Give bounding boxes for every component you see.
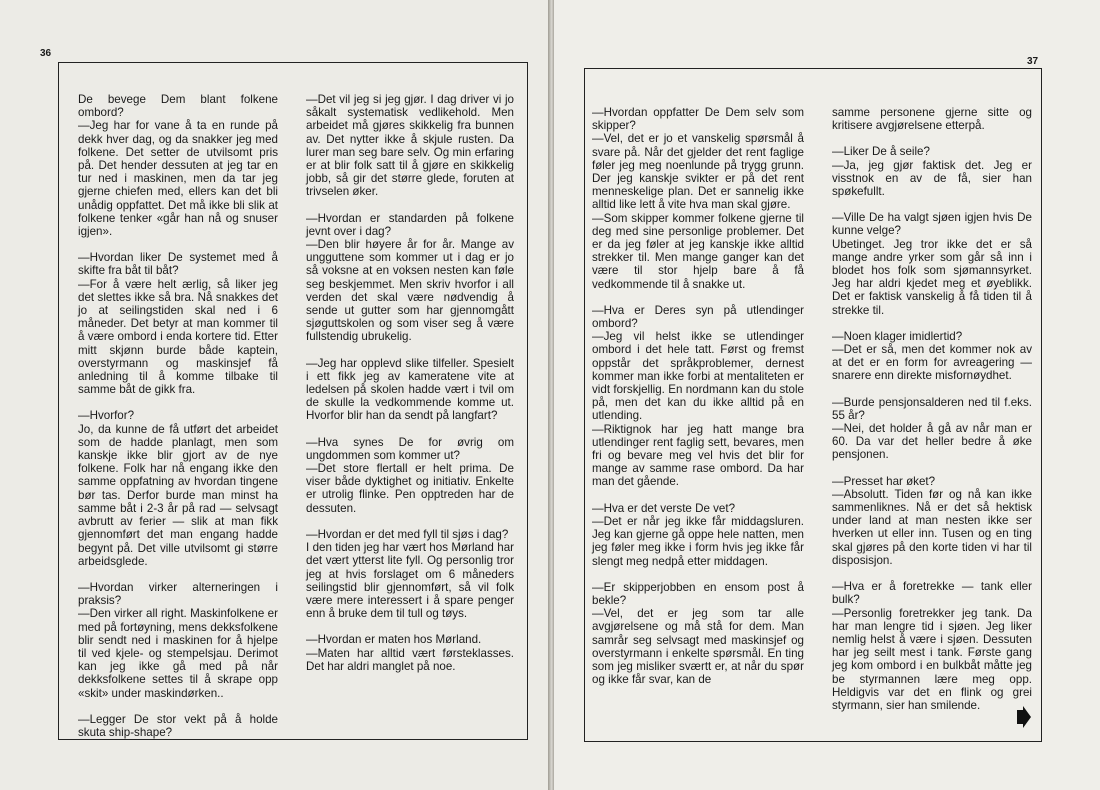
paragraph: —Vel, det er jeg som tar alle avgjørelsene og må stå for dem. Man samrår seg selvsagt med maskinsjef og overstyrmann i enkelte spørsmål. En ting som jeg misliker sværtt er, at når du spør og ikke får svar, kan de (592, 607, 804, 687)
paragraph: —Hvordan er maten hos Mørland. (306, 633, 482, 647)
paragraph: Ubetinget. Jeg tror ikke det er så mange andre yrker som går så inn i blodet hos folk som sjømannsyrket. Jeg har aldri kjedet meg et øyeblikk. Det er faktisk vanskelig å få tiden til å strekke til. (832, 237, 1032, 317)
left-page-column-1 (78, 93, 278, 739)
paragraph: —Jeg vil helst ikke se utlendinger ombord i det hele tatt. Først og fremst oppstår det språkproblemer, dernest kommer man ikke forbi at mentaliteten er vidt forskjellig. En nordmann kan du stole på, men det kan du ikke alltid på en utlending. (592, 330, 804, 423)
paragraph: —Det vil jeg si jeg gjør. I dag driver vi jo såkalt systematisk vedlikehold. Men arbeidet må gjøres skikkelig fra bunnen av. Det nytter ikke å skjule rusten. Da lurer man seg bare selv. Og min erfaring er at blir folk satt til å gjøre en skikkelig jobb, så gir det større glede, foruten at trivselen øker. (306, 93, 514, 199)
paragraph: —Legger De stor vekt på å holde skuta ship-shape? (78, 712, 278, 739)
paragraph: Jo, da kunne de få utført det arbeidet som de hadde planlagt, men som kanskje ikke blir gjort av de nye folkene. Folk har nå engang ikke den samme oppfatning av hvordan tingene bør tas. Derfor burde man minst ha samme båt i 2-3 år på rad — selvsagt avbrutt av ferier — slik at man fikk gjennomført det man engang hadde begynt på. Det ville utvilsomt gi større arbeidsglede. (78, 422, 278, 568)
paragraph: —Presset har øket? (832, 474, 936, 488)
paragraph: —Burde pensjonsalderen ned til f.eks. 55 år? (832, 395, 1032, 422)
paragraph: —Det store flertall er helt prima. De viser både dyktighet og initiativ. Enkelte er utrolig flinke. Pen opptreden har de dessuten. (306, 462, 514, 515)
paragraph: —Den virker all right. Maskinfolkene er med på fortøyning, mens dekksfolkene blir sendt ned i maskinen for å hjelpe til ved kjele- og stempelsjau. Derimot kan jeg ikke gå med på når dekksfolkene settes til å skrape opp «skit» under maskindørken.. (78, 607, 278, 700)
page-number-left: 36 (40, 48, 52, 59)
left-page-column-2 (306, 93, 514, 673)
paragraph: —Hvordan virker alterneringen i praksis? (78, 580, 278, 608)
paragraph: —Det er når jeg ikke får middagsluren. Jeg kan gjerne gå oppe hele natten, men jeg føler meg ikke i form hvis jeg ikke får slengt meg nedpå etter middagen. (592, 514, 804, 568)
paragraph: —Som skipper kommer folkene gjerne til deg med sine personlige problemer. Det er da jeg føler at jeg kanskje ikke alltid strekker til. Men mange ganger kan det være til stor hjelp bare å få vedkommende til å snakke ut. (592, 211, 804, 291)
paragraph: —Personlig foretrekker jeg tank. Da har man lengre tid i sjøen. Jeg liker nemlig helst å være i sjøen. Dessuten har jeg seilt mest i tank. Første gang jeg kom ombord i en bulkbåt måtte jeg be styrmannen lære meg opp. Heldigvis var det en flink og grei styrmann, sier han smilende. (832, 606, 1032, 712)
paragraph: —Er skipperjobben en ensom post å bekle? (592, 580, 804, 607)
paragraph: I den tiden jeg har vært hos Mørland har det vært ytterst lite fyll. Og personlig tror jeg at hvis forslaget om 6 måneders seilingstid blir gjennomført, så vil folk være mere interessert i å spare penger enn å bruke dem til tull og tøys. (306, 541, 514, 621)
page-number-right: 37 (1027, 56, 1039, 67)
paragraph: —Jeg har opplevd slike tilfeller. Spesielt i ett fikk jeg av kameratene vite at ledelsen på skolen hadde vært i tvil om de skulle la vedkommende komme ut. Hvorfor blir han da sendt på langfart? (306, 356, 514, 423)
paragraph: —Jeg har for vane å ta en runde på dekk hver dag, og da snakker jeg med folkene. Det setter de utvilsomt pris på. Det hender dessuten at jeg tar en tur ned i maskinen, men da tar jeg gjerne chiefen med, ellers kan det bli unådig oppfattet. Det må ikke bli slik at folkene tenker «går han nå og snuser igjen». (78, 119, 278, 239)
paragraph: —Hva er det verste De vet? (592, 501, 736, 515)
paragraph: De bevege Dem blant folkene ombord? (78, 93, 278, 120)
paragraph: —Nei, det holder å gå av når man er 60. Da var det heller bedre å øke pensjonen. (832, 422, 1032, 462)
paragraph: —Hvorfor? (78, 409, 135, 423)
paragraph: —Hvordan oppfatter De Dem selv som skipper? (592, 106, 804, 133)
paragraph: —Riktignok har jeg hatt mange bra utlendinger rent faglig sett, bevares, men fri og bevare meg vel hvis det blir for mange av samme rase ombord. Da har man det gående. (592, 422, 804, 489)
paragraph: —Ja, jeg gjør faktisk det. Jeg er visstnok en av de få, sier han spøkefullt. (832, 158, 1032, 199)
paragraph: —Liker De å seile? (832, 145, 930, 159)
paragraph: —Den blir høyere år for år. Mange av ungguttene som kommer ut i dag er jo så voksne at en voksen nesten kan føle seg beskjemmet. Men skriv hvorfor i all verden det skal være nødvendig å sende ut gutter som har gjennomgått sjøguttskolen og som viser seg å være fullstendig ubrukelig. (306, 238, 514, 344)
paragraph: —Det er så, men det kommer nok av at det er en form for avreagering — snarere enn direkte misfornøydhet. (832, 343, 1032, 383)
paragraph: samme personene gjerne sitte og kritisere avgjørelsene etterpå. (832, 106, 1032, 133)
paragraph: —For å være helt ærlig, så liker jeg det slettes ikke så bra. Nå snakkes det jo at seilingstiden skal ned i 6 måneder. Det betyr at man kommer til å være ombord i enda kortere tid. Etter mitt skjønn burde både kaptein, overstyrmann og maskinsjef få anledning til å komme tilbake til samme båt de gikk fra. (78, 277, 278, 397)
paragraph: —Hvordan er det med fyll til sjøs i dag? (306, 527, 509, 541)
paragraph: —Maten har alltid vært førsteklasses. Det har aldri manglet på noe. (306, 646, 514, 673)
right-page-column-2 (832, 106, 1032, 712)
continue-arrow-icon (1016, 706, 1032, 728)
paragraph: —Hvordan er standarden på folkene jevnt over i dag? (306, 211, 514, 238)
paragraph: —Noen klager imidlertid? (832, 329, 963, 343)
paragraph: —Hva synes De for øvrig om ungdommen som kommer ut? (306, 435, 514, 462)
paragraph: —Hva er Deres syn på utlendinger ombord? (592, 303, 804, 331)
right-page-column-1 (592, 106, 804, 686)
paragraph: —Vel, det er jo et vanskelig spørsmål å svare på. Når det gjelder det rent faglige føler jeg meg noenlunde på trygg grunn. Der jeg kanskje svikter er på det rent menneskelige plan. Det er sannelig ikke alltid like lett å vite hva man skal gjøre. (592, 132, 804, 212)
paragraph: —Hvordan liker De systemet med å skifte fra båt til båt? (78, 251, 278, 278)
paragraph: —Absolutt. Tiden før og nå kan ikke sammenliknes. Nå er det så hektisk under land at man nesten ikke ser hverken ut eller inn. Tusen og en ting skal gjøres på den korte tiden vi har til disposisjon. (832, 487, 1032, 567)
paragraph: —Ville De ha valgt sjøen igjen hvis De kunne velge? (832, 211, 1032, 238)
paragraph: —Hva er å foretrekke — tank eller bulk? (832, 580, 1032, 607)
